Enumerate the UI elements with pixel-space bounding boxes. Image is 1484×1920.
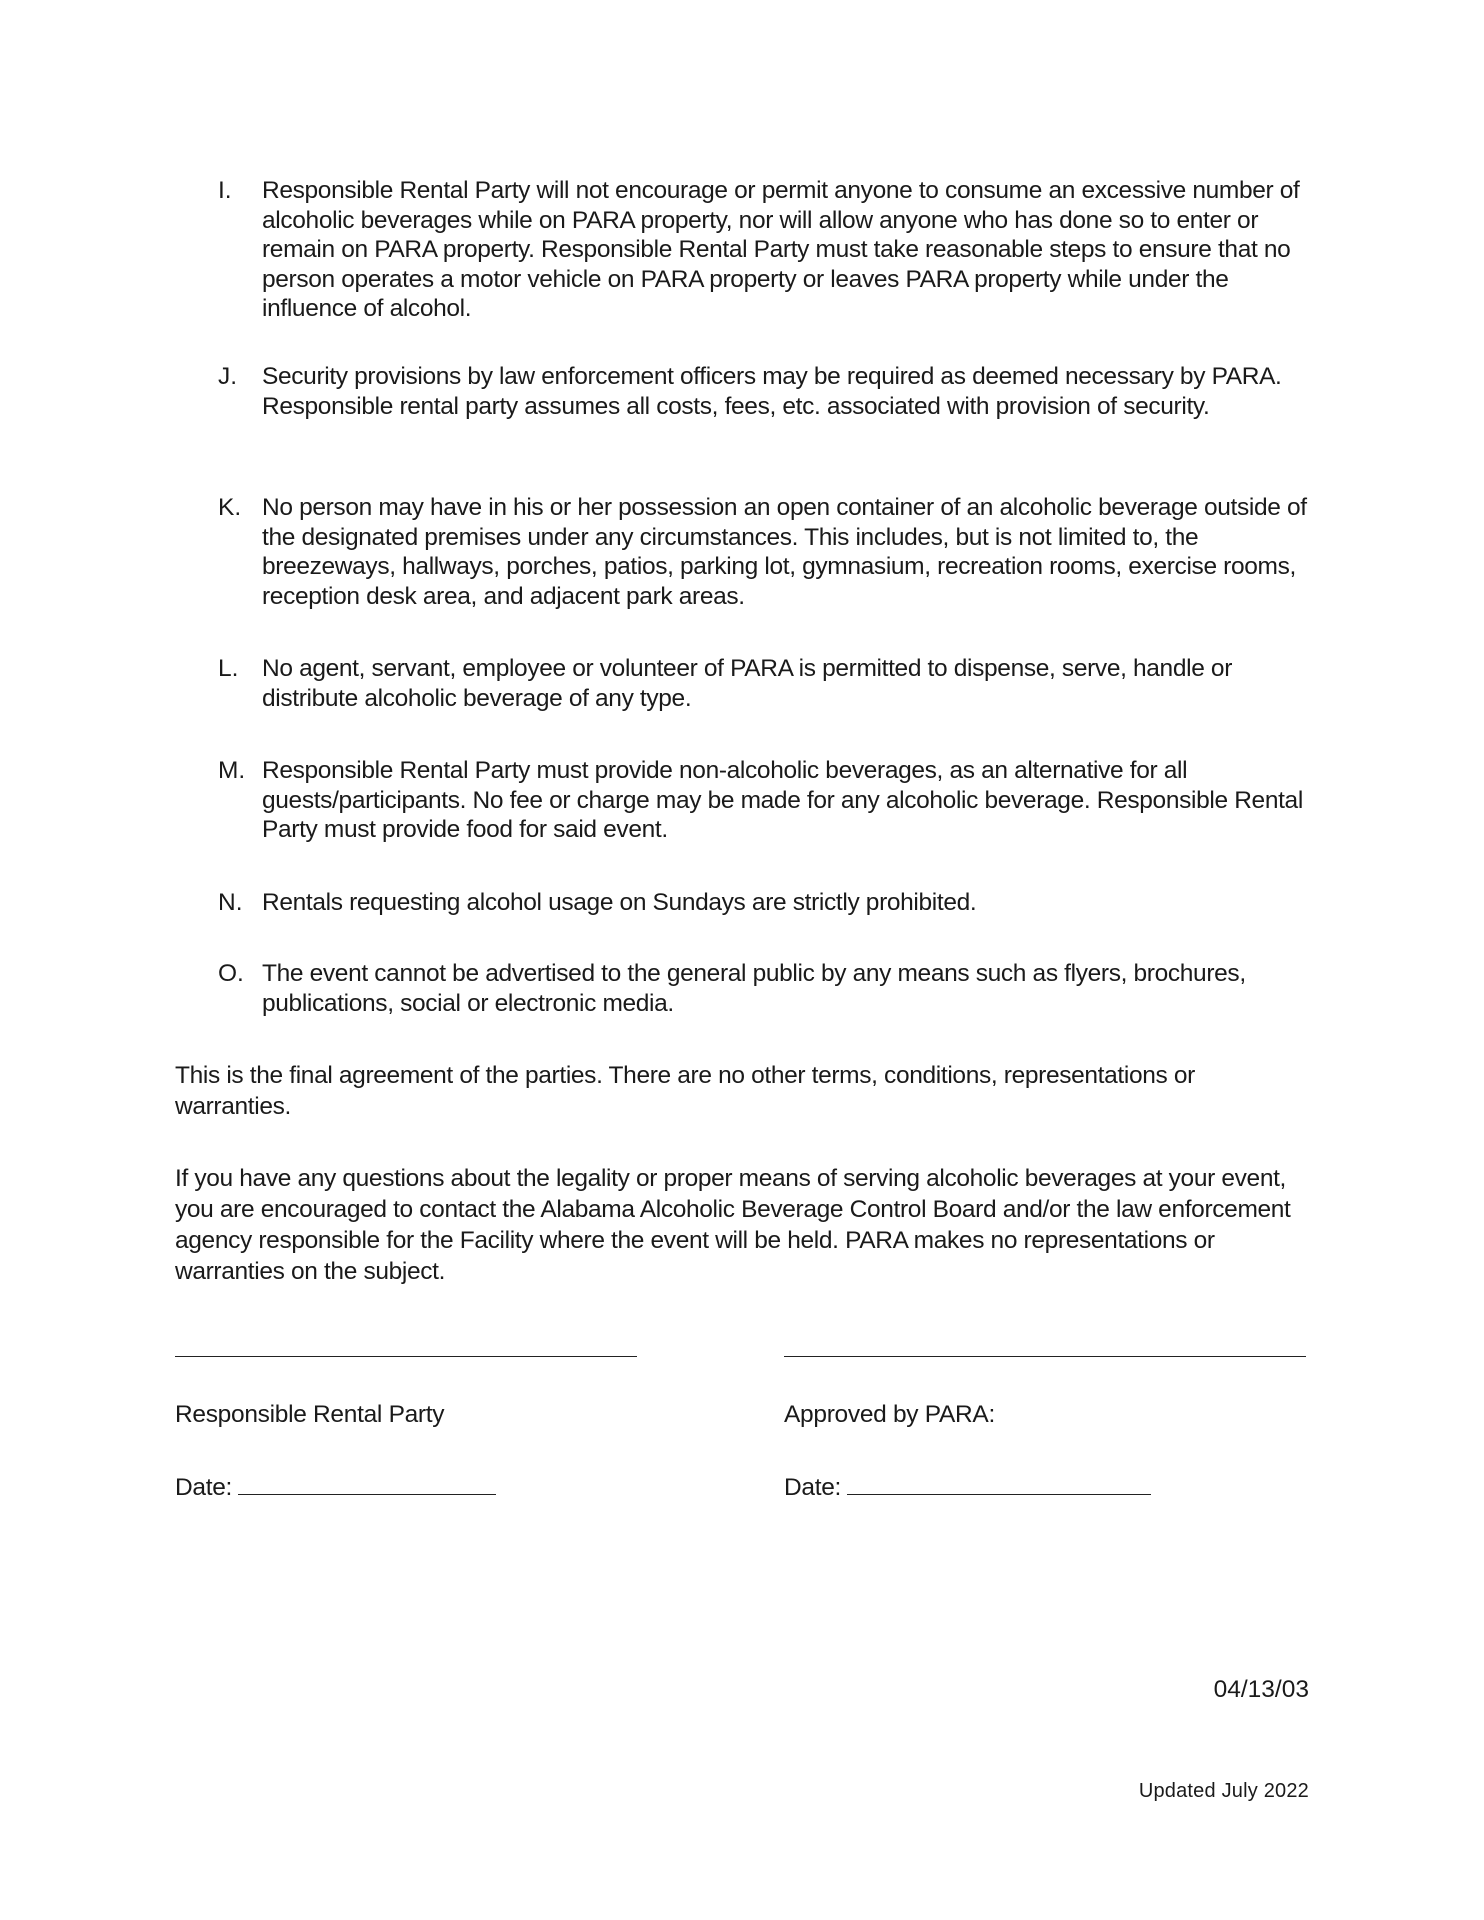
para-approval-label: Approved by PARA: — [784, 1401, 995, 1428]
list-item-i — [218, 176, 1318, 324]
final-agreement-paragraph: This is the final agreement of the parties. There are no other terms, conditions, representations or warranties. — [175, 1062, 1195, 1120]
list-item-n — [218, 888, 1318, 918]
item-text: No agent, servant, employee or volunteer of PARA is permitted to dispense, serve, handle or distribute alcoholic beverage of any type. — [262, 655, 1233, 712]
item-text: The event cannot be advertised to the general public by any means such as flyers, brochures, publications, social or electronic media. — [262, 960, 1246, 1017]
responsible-party-label: Responsible Rental Party — [175, 1401, 445, 1428]
questions-paragraph: If you have any questions about the legality or proper means of serving alcoholic beverages at your event, you are encouraged to contact the Alabama Alcoholic Beverage Control Board and/or the law enforcement agency responsible for the Facility where the event will be held. PARA makes no representations or warranties on the subject. — [175, 1165, 1291, 1285]
item-marker: L. — [218, 655, 239, 682]
item-text: Responsible Rental Party will not encourage or permit anyone to consume an excessive number of alcoholic beverages while on PARA property, nor will allow anyone who has done so to enter or remain on PARA property. Responsible Rental Party must take reasonable steps to ensure that no person operates a motor vehicle on PARA property or leaves PARA property while under the influence of alcohol. — [262, 177, 1300, 322]
item-text: Responsible Rental Party must provide non-alcoholic beverages, as an alternative for all guests/participants. No fee or charge may be made for any alcoholic beverage. Responsible Rental Party must provide food for said event. — [262, 757, 1303, 843]
list-item-k — [218, 493, 1318, 611]
item-marker: J. — [218, 363, 238, 390]
item-marker: O. — [218, 960, 244, 987]
item-marker: K. — [218, 494, 242, 521]
para-approval-date — [784, 1472, 1151, 1503]
updated-note: Updated July 2022 — [1138, 1780, 1309, 1802]
item-text: Rentals requesting alcohol usage on Sundays are strictly prohibited. — [262, 889, 977, 916]
responsible-party-signature-line[interactable] — [175, 1356, 637, 1357]
responsible-party-date — [175, 1472, 496, 1503]
item-text: Security provisions by law enforcement officers may be required as deemed necessary by PARA. Responsible rental party assumes all costs, fees, etc. associated with provision of security. — [262, 363, 1282, 420]
list-item-j — [218, 362, 1318, 421]
document-date: 04/13/03 — [1213, 1676, 1309, 1703]
responsible-party-date-field[interactable] — [238, 1472, 496, 1495]
date-label: Date: — [784, 1474, 842, 1501]
date-label: Date: — [175, 1474, 233, 1501]
para-approval-date-field[interactable] — [847, 1472, 1151, 1495]
para-approval-signature-line[interactable] — [784, 1356, 1306, 1357]
list-item-o — [218, 959, 1318, 1018]
list-item-l — [218, 654, 1318, 713]
item-marker: M. — [218, 757, 246, 784]
item-marker: N. — [218, 889, 243, 916]
list-item-m — [218, 756, 1318, 845]
item-marker: I. — [218, 177, 232, 204]
item-text: No person may have in his or her possession an open container of an alcoholic beverage outside of the designated premises under any circumstances. This includes, but is not limited to, the breezeways, hallways, porches, patios, parking lot, gymnasium, recreation rooms, exercise rooms, reception desk area, and adjacent park areas. — [262, 494, 1307, 610]
